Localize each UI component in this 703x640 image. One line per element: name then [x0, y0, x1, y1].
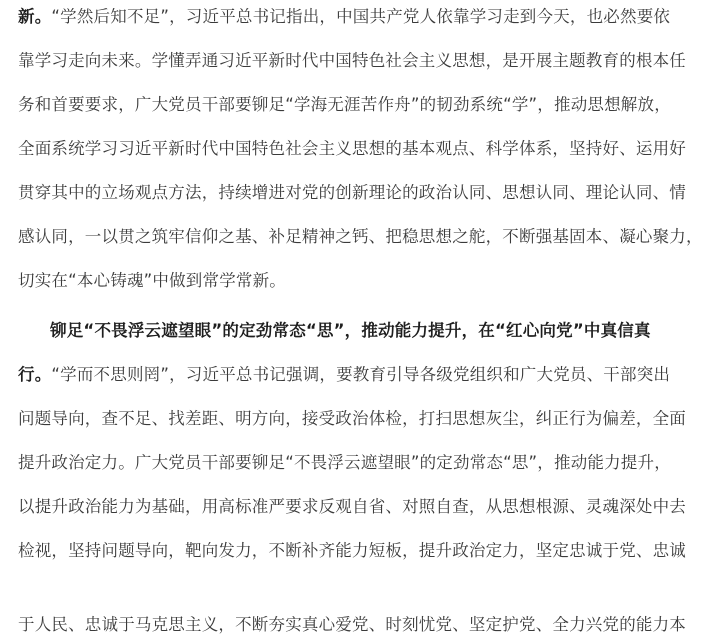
bold-lead: 行。 [18, 365, 52, 384]
paragraph-line: 以提升政治能力为基础，用高标准严要求反观自省、对照自查，从思想根源、灵魂深处中去 [18, 497, 686, 516]
paragraph-line: 于人民、忠诚于马克思主义，不断夯实真心爱党、时刻忧党、坚定护党、全力兴党的能力本 [18, 615, 686, 634]
paragraph-line: 检视，坚持问题导向，靶向发力，不断补齐能力短板，提升政治定力，坚定忠诚于党、忠诚 [18, 541, 686, 560]
paragraph-line: 切实在“本心铸魂”中做到常学常新。 [18, 271, 286, 290]
paragraph-line: 问题导向，查不足、找差距、明方向，接受政治体检，打扫思想灰尘，纠正行为偏差，全面 [18, 409, 686, 428]
paragraph-line: 靠学习走向未来。学懂弄通习近平新时代中国特色社会主义思想，是开展主题教育的根本任 [18, 51, 686, 70]
paragraph-line: 务和首要要求，广大党员干部要铆足“学海无涯苦作舟”的韧劲系统“学”，推动思想解放， [18, 95, 671, 114]
paragraph-line: 贯穿其中的立场观点方法，持续增进对党的创新理论的政治认同、思想认同、理论认同、情 [18, 183, 686, 202]
line-text: “学然后知不足”，习近平总书记指出，中国共产党人依靠学习走到今天，也必然要依 [51, 7, 671, 26]
paragraph-line [18, 5, 671, 29]
paragraph-line: 全面系统学习习近平新时代中国特色社会主义思想的基本观点、科学体系，坚持好、运用好 [18, 139, 686, 158]
paragraph-line: 提升政治定力。广大党员干部要铆足“不畏浮云遮望眼”的定劲常态“思”，推动能力提升， [18, 453, 671, 472]
paragraph-line [18, 363, 671, 387]
bold-lead: 新。 [18, 7, 52, 26]
section-heading: 铆足“不畏浮云遮望眼”的定劲常态“思”，推动能力提升，在“红心向党”中真信真 [50, 321, 651, 340]
paragraph-line: 感认同，一以贯之筑牢信仰之基、补足精神之钙、把稳思想之舵，不断强基固本、凝心聚力， [18, 227, 703, 246]
line-text: “学而不思则罔”，习近平总书记强调，要教育引导各级党组织和广大党员、干部突出 [51, 365, 671, 384]
